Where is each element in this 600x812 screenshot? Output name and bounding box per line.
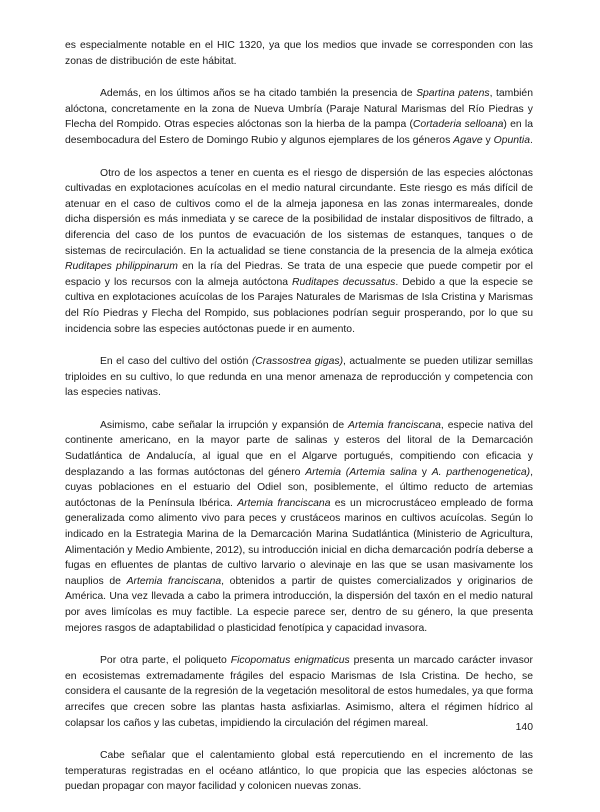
italic-text: Cortaderia selloana (412, 119, 504, 131)
text-segment: y (482, 134, 494, 146)
text-segment: , especie nativa del continente americano, en la mayor parte de salinas y esteros del litoral de la Demarcación Sudatlántica de Andalucía, al igual que en el Algarve portugués, compitiendo con eficacia y desplazando a las formas autóctonas del género (65, 419, 533, 478)
text-segment: , actualmente se pueden utilizar semillas triploides en su cultivo, lo que redunda en una menor amenaza de reproducción y competencia con las especies nativas. (65, 356, 533, 399)
text-segment: , cuyas poblaciones en el estuario del Odiel son, posiblemente, el último reducto de artemias autóctonas de la Península Ibérica. (65, 466, 533, 509)
page-number: 140 (515, 722, 533, 733)
text-segment: . (530, 134, 533, 146)
text-segment: es un microcrustáceo empleado de forma generalizada como alimento vivo para peces y crustáceos marinos en cultivos acuícolas. Según lo indicado en la Estrategia Marina de la Demarcación Marina Sudatlántica (Ministerio de Agricultura, Alimentación y Medio Ambiente, 2012), su introducción inicial en dicha demarcación podría deberse a fugas en efluentes de plantas de cultivo larvario o alevinaje en las que se usan masivamente los nauplios de (65, 497, 533, 587)
paragraph-4 (65, 354, 533, 401)
paragraph-7 (65, 748, 533, 795)
text-segment: Asimismo, cabe señalar la irrupción y expansión de (100, 419, 349, 431)
italic-text: A. parthenogenetica) (431, 466, 531, 478)
italic-text: Agave (453, 134, 483, 146)
italic-text: Artemia (Artemia salina (305, 466, 417, 478)
text-segment: . Debido a que la especie se cultiva en explotaciones acuícolas de los Parajes Naturales de Marismas de Isla Cristina y Marismas del Río Piedras y Flecha del Rompido, sus poblaciones podrían seguir prosperando, por lo que su incidencia sobre las especies autóctonas puede ir en aumento. (65, 276, 533, 335)
text-segment: En el caso del cultivo del ostión (100, 356, 252, 368)
text-segment: ) en la desembocadura del Estero de Domingo Rubio y algunos ejemplares de los géneros (65, 119, 533, 146)
italic-text: Ficopomatus enigmaticus (230, 655, 350, 667)
paragraph-3 (65, 166, 533, 338)
italic-text: (Crassostrea gigas) (251, 356, 344, 368)
text-segment: Por otra parte, el poliqueto (100, 655, 231, 667)
paragraph-6 (65, 653, 533, 731)
italic-text: Spartina patens (416, 88, 490, 100)
text-segment: en la ría del Piedras. Se trata de una especie que puede competir por el espacio y los recursos con la almeja autóctona (65, 261, 533, 288)
italic-text: Opuntia (493, 134, 531, 146)
text-segment: Otro de los aspectos a tener en cuenta es el riesgo de dispersión de las especies alóctonas cultivadas en explotaciones acuícolas en el medio natural circundante. Este riesgo es más difícil de atenuar en el caso de cultivos como el de la almeja japonesa en las zonas intermareales, donde dicha dispersión es más inmediata y se carece de la posibilidad de instalar dispositivos de filtrado, a diferencia del caso de los puntos de evacuación de los sistemas de estanques, tanques o de sistemas de recirculación. En la actualidad se tiene constancia de la presencia de la almeja exótica (65, 167, 533, 257)
paragraph-1 (65, 38, 533, 69)
text-segment: Además, en los últimos años se ha citado también la presencia de (100, 88, 417, 100)
italic-text: Artemia franciscana (348, 419, 441, 431)
text-segment: , también alóctona, concretamente en la zona de Nueva Umbría (Paraje Natural Marismas del Río Piedras y Flecha del Rompido. Otras especies alóctonas son la hierba de la pampa ( (65, 88, 533, 131)
text-segment: , obtenidos a partir de quistes comercializados y originarios de América. Una vez llevada a cabo la primera introducción, la dispersión del taxón en el medio natural por aves limícolas es muy factible. La especie parece ser, dentro de su género, la que presenta mejores rasgos de adaptabilidad o plasticidad fenotípica y capacidad invasora. (65, 575, 533, 634)
text-segment: y (417, 466, 432, 478)
text-segment: es especialmente notable en el HIC 1320, ya que los medios que invade se corresponden con las zonas de distribución de este hábitat. (65, 40, 533, 67)
text-segment: presenta un marcado carácter invasor en ecosistemas extremadamente frágiles del espacio Marismas de Isla Cristina. De hecho, se considera el causante de la regresión de la vegetación mesolitoral de estos humedales, ya que forma arrecifes que crecen sobre las plantas hasta asfixiarlas. Asimismo, altera el régimen hídrico al colapsar los caños y las cubetas, impidiendo la circulación del régimen mareal. (65, 655, 533, 729)
italic-text: Ruditapes decussatus (292, 276, 396, 288)
italic-text: Artemia franciscana (237, 497, 331, 509)
text-segment: Cabe señalar que el calentamiento global está repercutiendo en el incremento de las temperaturas registradas en el océano atlántico, lo que propicia que las especies alóctonas se puedan propagar con mayor facilidad y colonicen nuevas zonas. (65, 750, 533, 793)
paragraph-2 (65, 86, 533, 148)
italic-text: Artemia franciscana (126, 575, 222, 587)
document-body (65, 38, 533, 812)
paragraph-5 (65, 418, 533, 636)
italic-text: Ruditapes philippinarum (65, 261, 178, 273)
